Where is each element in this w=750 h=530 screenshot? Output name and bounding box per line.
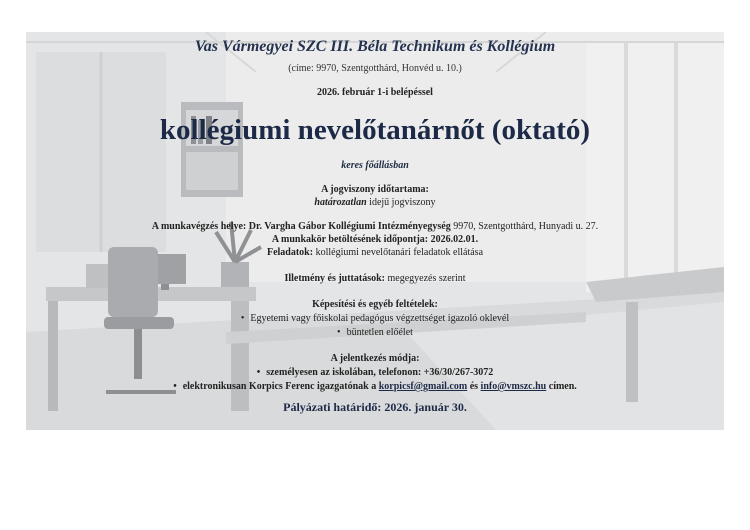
salary-value: megegyezés szerint [385,273,466,284]
start-date: 2026. február 1-i belépéssel [317,87,433,98]
workplace-address: 9970, Szentgotthárd, Hunyadi u. 27. [450,221,599,232]
posting-text [26,32,724,430]
requirement-text: büntetlen előélet [346,327,413,338]
requirements-heading: Képesítési és egyéb feltételek: [312,299,438,310]
salary-label: Illetmény és juttatások: [284,273,385,284]
application-deadline: Pályázati határidő: 2026. január 30. [283,400,467,414]
fill-date: A munkakör betöltésének időpontja: 2026.02.01. [271,234,479,245]
application-in-person [26,368,724,378]
duration-heading: A jogviszony időtartama: [321,184,429,195]
job-posting-poster [26,32,724,430]
tasks-value: kollégiumi nevelőtanári feladatok ellátása [313,247,484,258]
institution-name: Vas Vármegyei SZC III. Béla Technikum és Kollégium [194,38,556,55]
workplace-name: Dr. Vargha Gábor Kollégiumi Intézményegység [248,221,451,232]
bullet-icon: • [256,367,261,378]
workplace-label: A munkavégzés helye: [151,221,249,232]
position-title: kollégiumi nevelőtanárnőt (oktató) [159,114,591,146]
requirement-item [26,314,724,324]
workplace-line [26,222,724,232]
tasks-label: Feladatok: [266,247,314,258]
bullet-icon: • [240,313,245,324]
email-link-info[interactable]: info@vmszc.hu [480,381,547,392]
duration-type: határozatlan [314,197,367,208]
bullet-icon: • [337,327,341,338]
application-electronic [26,382,724,392]
email-link-korpics[interactable]: korpicsf@gmail.com [378,381,468,392]
tasks-line [26,248,724,258]
requirement-text: Egyetemi vagy főiskolai pedagógus végzettséget igazoló oklevél [250,313,510,324]
application-heading: A jelentkezés módja: [330,353,420,364]
bullet-icon: • [173,381,177,392]
salary-line [26,274,724,284]
duration-rest: idejű jogviszony [366,197,436,208]
institution-address: (címe: 9970, Szentgotthárd, Honvéd u. 10.) [288,63,462,74]
application-and: és [467,381,481,392]
application-suffix: címen. [546,381,577,392]
duration-value [26,198,724,208]
application-electronic-prefix: elektronikusan Korpics Ferenc igazgatónak a [182,381,379,392]
requirement-item [26,328,724,338]
employment-type: keres főállásban [341,160,409,171]
application-in-person-text: személyesen az iskolában, telefonon: +36/30/267-3072 [266,367,494,378]
